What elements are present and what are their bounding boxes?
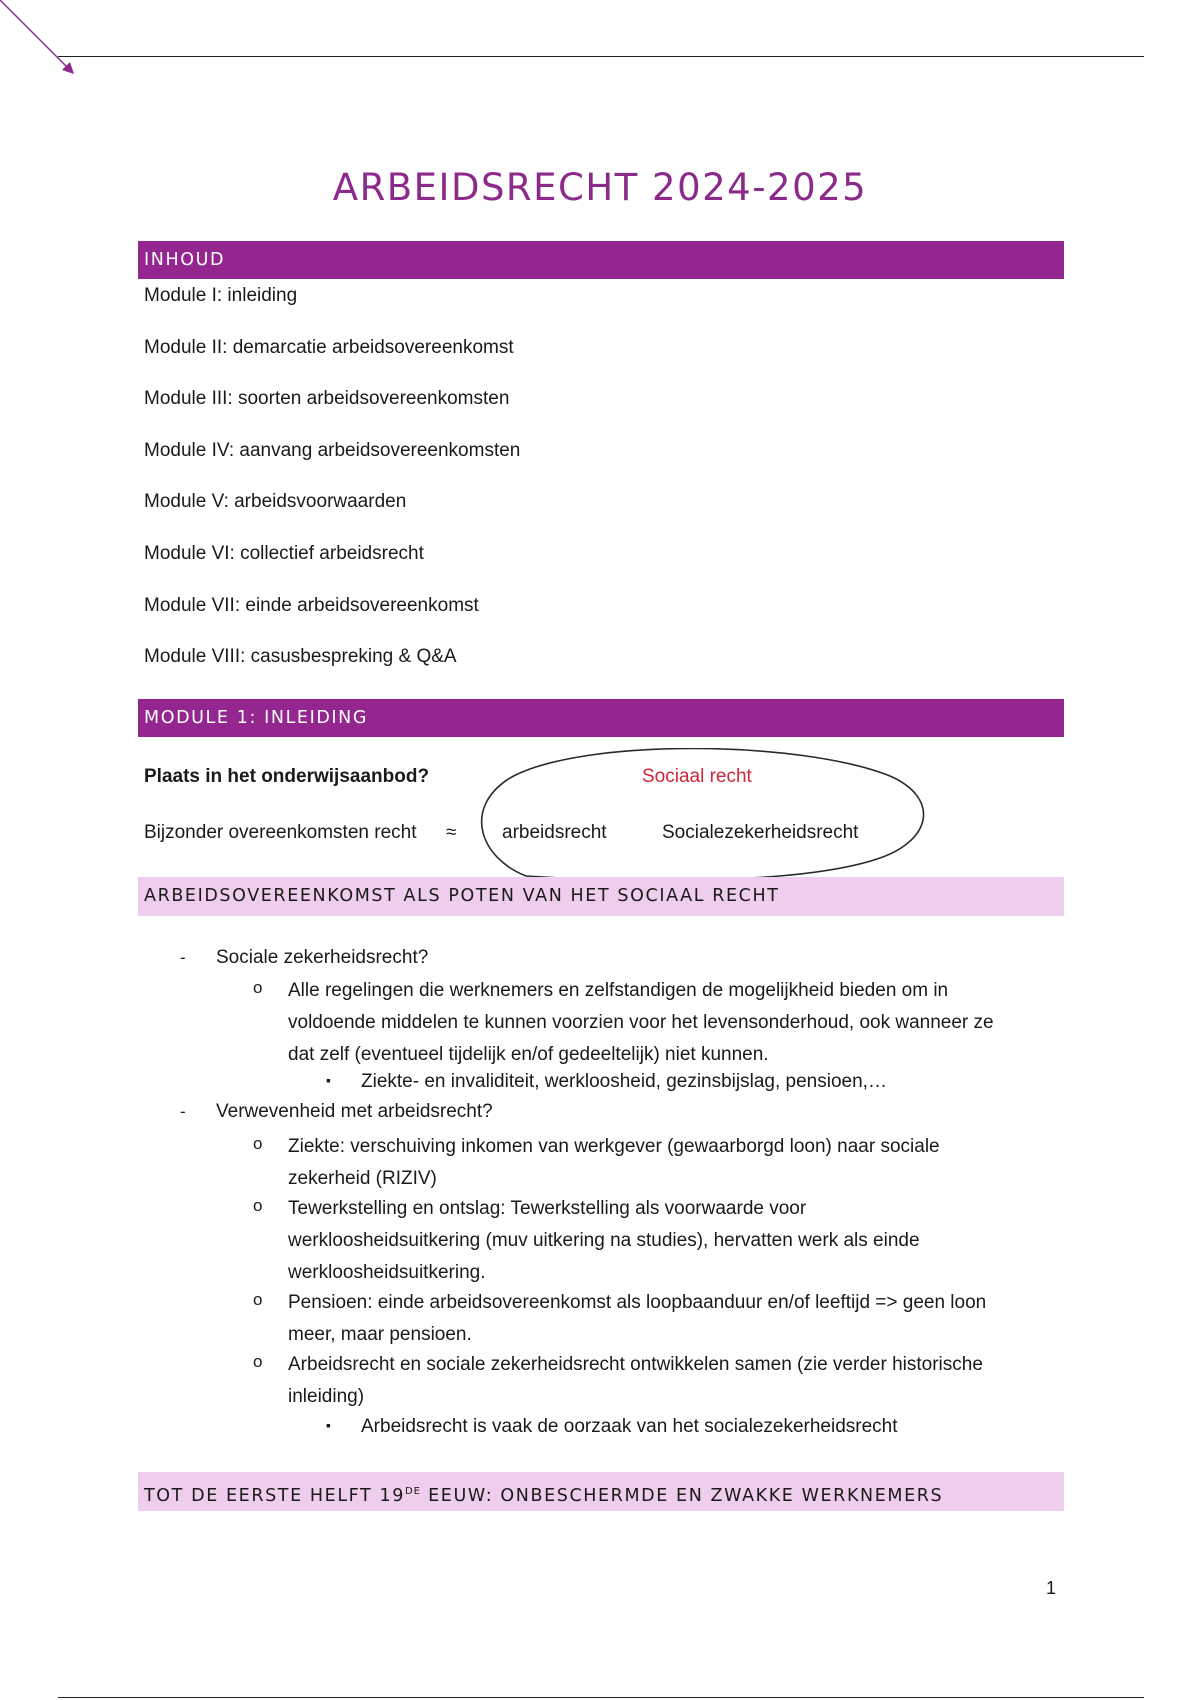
list-item: Ziekte- en invaliditeit, werkloosheid, gezinsbijslag, pensioen,… <box>361 1071 887 1092</box>
section-poten-heading: ARBEIDSOVEREENKOMST ALS POTEN VAN HET SOCIAAL RECHT <box>138 877 1064 916</box>
toc-item[interactable]: Module II: demarcatie arbeidsovereenkomst <box>144 336 514 358</box>
circle-bullet-icon: o <box>253 978 263 997</box>
socialezekerheidsrecht-label: Socialezekerheidsrecht <box>662 822 859 843</box>
list-item: Ziekte: verschuiving inkomen van werkgever (gewaarborgd loon) naar sociale zekerheid (RIZIV) <box>288 1136 940 1189</box>
toc-item[interactable]: Module V: arbeidsvoorwaarden <box>144 491 407 513</box>
corner-arrow-icon <box>0 0 80 80</box>
sociaal-recht-label: Sociaal recht <box>642 766 752 787</box>
arbeidsrecht-label: arbeidsrecht <box>502 822 607 843</box>
section-19e-eeuw-heading: TOT DE EERSTE HELFT 19DE EEUW: ONBESCHERMDE EN ZWAKKE WERKNEMERS <box>138 1472 1064 1511</box>
toc-item[interactable]: Module VIII: casusbespreking & Q&A <box>144 646 457 668</box>
list-item: Verwevenheid met arbeidsrecht? <box>216 1101 493 1122</box>
list-item: Sociale zekerheidsrecht? <box>216 947 429 968</box>
approx-symbol: ≈ <box>446 822 457 843</box>
square-bullet-icon: ▪ <box>326 1417 331 1433</box>
top-rule <box>58 56 1144 57</box>
circle-bullet-icon: o <box>253 1196 263 1215</box>
toc-item[interactable]: Module VII: einde arbeidsovereenkomst <box>144 594 479 616</box>
document-title: ARBEIDSRECHT 2024-2025 <box>332 166 868 209</box>
circle-bullet-icon: o <box>253 1290 263 1309</box>
list-item: Tewerkstelling en ontslag: Tewerkstelling als voorwaarde voor werkloosheidsuitkering (muv uitkering na studies), hervatten werk als einde werkloosheidsuitkering. <box>288 1198 920 1283</box>
circle-bullet-icon: o <box>253 1352 263 1371</box>
list-item: Arbeidsrecht is vaak de oorzaak van het socialezekerheidsrecht <box>361 1416 898 1437</box>
list-item: Arbeidsrecht en sociale zekerheidsrecht ontwikkelen samen (zie verder historische inleiding) <box>288 1354 983 1407</box>
dash-bullet-icon: - <box>180 1102 186 1121</box>
module1-heading: MODULE 1: INLEIDING <box>138 699 1064 737</box>
page-number: 1 <box>1046 1578 1057 1598</box>
toc-item[interactable]: Module III: soorten arbeidsovereenkomsten <box>144 388 510 410</box>
list-item: Alle regelingen die werknemers en zelfstandigen de mogelijkheid bieden om in voldoende middelen te kunnen voorzien voor het levensonderhoud, ook wanneer ze dat zelf (eventueel tijdelijk en/of gedeeltelijk) niet kunnen. <box>288 980 994 1065</box>
toc-item[interactable]: Module I: inleiding <box>144 285 298 306</box>
square-bullet-icon: ▪ <box>326 1072 331 1088</box>
toc-heading: INHOUD <box>138 241 1064 279</box>
dash-bullet-icon: - <box>180 948 186 967</box>
onderwijsaanbod-question: Plaats in het onderwijsaanbod? <box>144 766 430 787</box>
circle-bullet-icon: o <box>253 1134 263 1153</box>
table-of-contents <box>144 278 520 691</box>
bottom-rule <box>58 1697 1144 1698</box>
list-item: Pensioen: einde arbeidsovereenkomst als loopbaanduur en/of leeftijd => geen loon meer, maar pensioen. <box>288 1292 987 1345</box>
toc-item[interactable]: Module IV: aanvang arbeidsovereenkomsten <box>144 439 521 461</box>
bijzonder-overeenkomsten-label: Bijzonder overeenkomsten recht <box>144 822 417 843</box>
toc-item[interactable]: Module VI: collectief arbeidsrecht <box>144 542 424 564</box>
